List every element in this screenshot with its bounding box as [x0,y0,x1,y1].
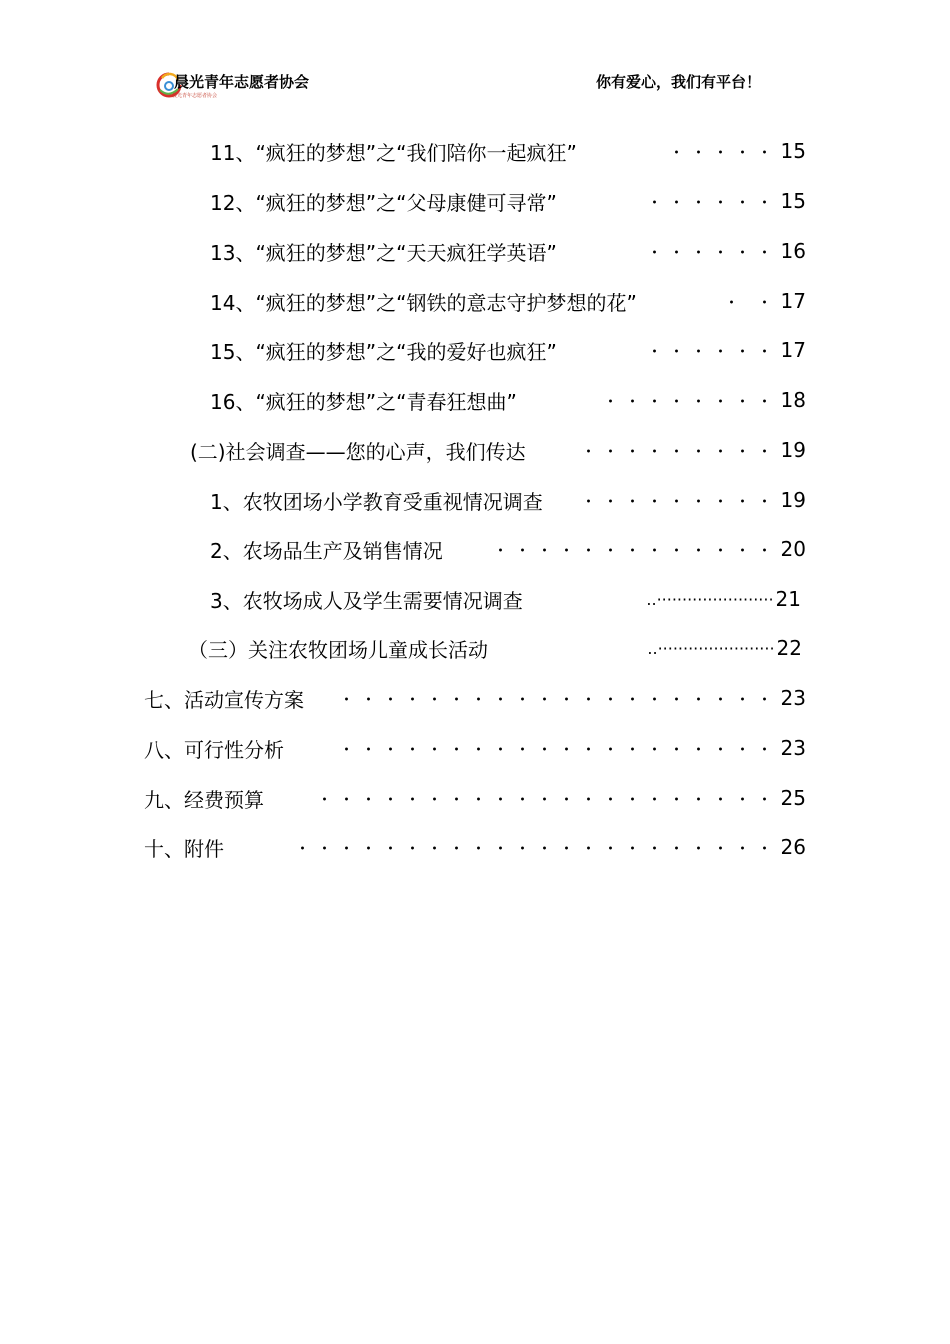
toc-dot-leader: ·······················.. [647,638,775,658]
toc-entry[interactable] [210,534,806,564]
toc-entry-title: 十、附件 [144,836,224,861]
toc-entry-title: （三）关注农牧团场儿童成长活动 [188,637,488,662]
toc-page-number: 22 [776,636,802,660]
toc-entry-title: 14、“疯狂的梦想”之“钢铁的意志守护梦想的花” [210,290,637,315]
toc-page-number: 19 [780,488,806,512]
toc-entry[interactable] [210,286,806,316]
toc-entry-title: 16、“疯狂的梦想”之“青春狂想曲” [210,389,517,414]
toc-dot-leader: ・・・・・・・・ [602,391,779,411]
toc-page-number: 26 [780,835,806,859]
toc-page-number: 17 [780,338,806,362]
organization-subtext: 晨光青年志愿者协会 [172,93,218,99]
toc-entry[interactable] [144,733,806,763]
toc-entry[interactable] [144,683,806,713]
toc-entry-title: 八、可行性分析 [144,737,284,762]
toc-entry[interactable] [144,832,806,862]
toc-dot-leader: ・・・・・・・・・・・・・・・・・・・・ [338,739,779,759]
toc-dot-leader: ・・・・・・・・・ [580,441,779,461]
organization-name: 晨光青年志愿者协会 [174,73,310,91]
toc-entry-title: 1、农牧团场小学教育受重视情况调查 [210,489,543,514]
page-header [0,0,950,110]
toc-entry[interactable] [210,186,806,216]
toc-entry-title: 11、“疯狂的梦想”之“我们陪你一起疯狂” [210,140,577,165]
toc-dot-leader: ・・・・・・ [646,192,779,212]
toc-entry[interactable] [210,236,806,266]
toc-page-number: 23 [780,686,806,710]
toc-dot-leader: ・・・・・・・・・ [580,491,779,511]
toc-page-number: 23 [780,736,806,760]
toc-entry[interactable] [210,385,806,415]
toc-entry[interactable] [190,435,806,465]
toc-entry-title: 七、活动宣传方案 [144,687,304,712]
toc-dot-leader: ・・・・・・ [646,341,779,361]
toc-page-number: 15 [780,139,806,163]
toc-entry-title: 13、“疯狂的梦想”之“天天疯狂学英语” [210,240,557,265]
toc-entry-title: (二)社会调查——您的心声，我们传达 [190,439,526,464]
toc-dot-leader: ・・・・・・・・・・・・・ [492,540,779,560]
toc-entry-title: 九、经费预算 [144,787,264,812]
toc-entry[interactable] [210,485,806,515]
toc-dot-leader: ・・・・・・ [646,242,779,262]
toc-page-number: 16 [780,239,806,263]
toc-dot-leader: ・・・・・ [668,142,779,162]
header-slogan: 你有爱心，我们有平台！ [596,73,762,91]
toc-page-number: 25 [780,786,806,810]
toc-page-number: 18 [780,388,806,412]
toc-page-number: 15 [780,189,806,213]
toc-entry-title: 12、“疯狂的梦想”之“父母康健可寻常” [210,190,557,215]
toc-dot-leader: ・ ・ [723,292,779,312]
toc-page-number: 17 [780,289,806,313]
toc-page-number: 21 [775,587,801,611]
toc-entry-title: 3、农牧场成人及学生需要情况调查 [210,588,523,613]
toc-entry[interactable] [144,783,806,813]
toc-page-number: 20 [780,537,806,561]
toc-page-number: 19 [780,438,806,462]
toc-entry[interactable] [210,136,806,166]
toc-entry[interactable] [210,584,801,614]
toc-entry-title: 2、农场品生产及销售情况 [210,538,443,563]
toc-dot-leader: ・・・・・・・・・・・・・・・・・・・・・・ [294,838,779,858]
toc-entry[interactable] [210,335,806,365]
toc-dot-leader: ・・・・・・・・・・・・・・・・・・・・・ [316,789,779,809]
toc-dot-leader: ・・・・・・・・・・・・・・・・・・・・ [338,689,779,709]
toc-dot-leader: ·······················.. [646,589,774,609]
toc-entry[interactable] [188,633,802,663]
toc-entry-title: 15、“疯狂的梦想”之“我的爱好也疯狂” [210,339,557,364]
